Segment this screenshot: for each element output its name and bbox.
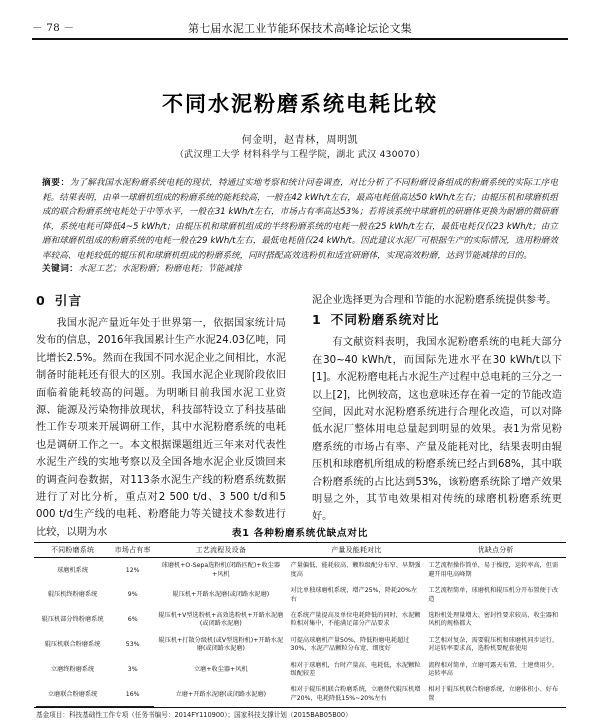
cell-merit: 工艺流程操作简单，易于操控，运转率高，但需避开用电高峰期 <box>428 562 559 578</box>
cell-merit: 工艺相对复杂，需要辊压机和球磨机同步运行，对运转率要求高，选粉机要配套使用 <box>428 636 559 653</box>
table-block <box>34 525 566 708</box>
grinding-systems-table <box>34 542 566 708</box>
intro-paragraph-continued: 泥企业选择更为合理和节能的水泥粉磨系统提供参考。 <box>312 295 557 306</box>
table-row <box>34 658 566 683</box>
keywords-text: 水泥工艺；水泥粉磨；粉磨电耗；节能减排 <box>78 264 242 274</box>
cell-process: 辊压机+开路水泥磨(或闭路水泥磨) <box>172 591 270 599</box>
cell-system: 球磨机系统 <box>57 566 89 574</box>
intro-paragraph: 我国水泥产量近年处于世界第一，依据国家统计局发布的信息，2016年我国累计生产水泥24.03亿吨，同比增长2.5%。然而在我国不同水泥企业之间相比，水泥制备时能耗还有很大的区别。我国水泥企业现阶段依旧面临着能耗较高的问题。为明晰目前我国水泥工业资源、能源及污染物排放现状，科技部特设立了科技基础性工作专项来开展调研工作，其中水泥粉磨系统的电耗也是调研工作之一。本文根据课题组近三年来对代表性水泥生产线的实地考察以及全国各地水泥企业反馈回来的调查问卷数据，对113条水泥生产线的粉磨系统数据进行了对比分析，重点对2 500 t/d、3 500 t/d和5 000 t/d生产线的电耗、粉磨能力等关键技术参数进行比较，以期为水 <box>36 318 287 538</box>
col-header-system: 不同粉磨系统 <box>34 543 111 558</box>
cell-merit: 相对于辊压机联合粉磨系统，立磨体积小、好布置 <box>425 682 566 707</box>
section-heading-compare <box>312 311 562 329</box>
cell-yield: 可提高球磨机产量50%，降低粉磨电耗超过30%，水泥产品颗粒分布宽、细度好 <box>290 636 410 653</box>
compare-paragraph: 有文献资料表明，我国水泥粉磨系统的电耗大部分在30~40 kWh/t，而国际先进水平在30 kWh/t以下[1]。水泥粉磨电耗占水泥生产过程中总电耗的三分之一以上[2]，比例较高，这也意味还存在着一定的节能改造空间，因此对水泥粉磨系统进行合理化改造，可以对降低水泥厂整体用电总量起到明显的效果。表1为常见粉磨系统的市场占有率、产量及能耗对比，结果表明由辊压机和球磨机所组成的粉磨系统已经占到68%，其中联合粉磨系统的占比达到53%，该粉磨系统除了增产效果明显之外，其节电效果相对传统的球磨机粉磨系统更好。 <box>312 337 562 523</box>
col-header-process: 工艺流程及设备 <box>154 543 287 558</box>
abstract-block <box>42 176 558 264</box>
header-rule <box>32 38 568 40</box>
cell-system: 辊压机联合粉磨系统 <box>44 641 101 649</box>
cell-yield: 相对于球磨机，台时产量高、电耗低，水泥颗粒级配较差 <box>290 661 421 678</box>
cell-system: 辊压机终粉磨系统 <box>47 591 98 599</box>
footnote-text: 基金项目：科技基础性工作专项（任务书编号：2014FY110900）；国家科技支撑计划（2015BAB05B00） <box>36 711 352 719</box>
cell-share: 9% <box>127 591 138 599</box>
abstract-text: 为了解我国水泥粉磨系统电耗的现状，特通过实地考察和统计问卷调查，对比分析了不同粉磨设备组成的粉磨系统的实际工序电耗。结果表明，由单一球磨机组成的粉磨系统的能耗较高，一般在42 kWh/t左右，最高电耗值高达50 kWh/t左右；由辊压机和球磨机组成的联合粉磨系统电耗处于中等水平，一般在31 kWh/t左右，市场占有率高达53%；若将该系统中球磨机的研磨体更换为耐磨的微研磨体，系统电耗可降低4~5 kWh/t；由辊压机和球磨机组成的半终粉磨系统的电耗一般在25 kWh/t左右，最低电耗仅仅23 kWh/t；由立磨和球磨机组成的粉磨系统的电耗一般在29 kWh/t左右，最低电耗值仅24 kWh/t。因此建议水泥厂可根据生产的实际情况，选用粉磨效率较高、电耗较低的辊压机和球磨机组成的粉磨系统，同时搭配高效选粉机和适宜研磨体，实现高效粉磨，达到节能减排的目的。 <box>42 178 558 261</box>
cell-yield: 产量偏低、能耗较高、颗粒级配分布窄、早期强度高 <box>290 562 421 578</box>
section-title-intro: 引言 <box>54 293 82 308</box>
cell-yield: 在系统产量提高及单位电耗降低的同时，水泥颗粒相对集中，不能满足部分产品要求 <box>290 612 421 628</box>
col-header-yield: 产量及能耗对比 <box>288 543 426 558</box>
cell-share: 3% <box>127 665 138 673</box>
column-right <box>312 292 562 526</box>
table-row <box>34 558 566 583</box>
col-header-share: 市场占有率 <box>111 543 154 558</box>
cell-process: 辊压机+打散分级机(或V型选粉机)+开路水泥磨(或闭路水泥磨) <box>158 636 284 653</box>
table-header-row <box>34 543 566 558</box>
footnote-rule <box>36 706 154 707</box>
cell-yield: 对比单独球磨机系统，增产25%，降耗20%左右 <box>290 587 418 603</box>
table-body <box>34 558 566 708</box>
section-number-intro: 0 <box>36 293 46 308</box>
table-row <box>34 583 566 608</box>
cell-process: 球磨机+O-Sepa选粉机(闭路匹配)+收尘器+风机 <box>161 562 281 578</box>
section-number-compare: 1 <box>312 312 322 328</box>
table-row <box>34 633 566 658</box>
cell-share: 53% <box>125 641 140 649</box>
table-head <box>34 543 566 558</box>
column-left <box>36 292 286 541</box>
table-row <box>34 682 566 707</box>
page-folio: － 78 － <box>32 22 75 34</box>
abstract-label: 摘要： <box>42 178 70 188</box>
cell-system: 立磨联合粉磨系统 <box>34 682 111 707</box>
cell-share: 12% <box>125 566 140 574</box>
cell-process: 立磨+开路水泥磨(或闭路水泥磨) <box>154 682 287 707</box>
cell-merit: 工艺流程简单，球磨机和辊压机分开布置便于改造 <box>428 587 559 603</box>
cell-system: 立磨终粉磨系统 <box>50 665 95 673</box>
cell-share: 16% <box>111 682 154 707</box>
keywords-label: 关键词： <box>42 264 79 274</box>
cell-yield: 相对于辊压机联合粉磨系统，立磨替代辊压机增产20%，电耗降低15%~20%左右 <box>288 682 426 707</box>
keywords-block <box>42 262 558 276</box>
running-title: 第七届水泥工业节能环保技术高峰论坛论文集 <box>188 22 412 35</box>
cell-merit: 流程相对简单，立磨可露天布置，土建费用少，运转率高 <box>428 661 559 678</box>
table-caption: 表1 各种粉磨系统优缺点对比 <box>231 528 369 539</box>
table-row <box>34 608 566 633</box>
col-header-merit: 优缺点分析 <box>425 543 566 558</box>
cell-process: 立磨+收尘器+风机 <box>194 665 248 673</box>
article-affiliation: （武汉理工大学 材料科学与工程学院，湖北 武汉 430070） <box>174 150 426 160</box>
article-authors: 何金明，赵青林，周明凯 <box>241 135 359 146</box>
cell-merit: 选粉机处理量增大、密封性要求较高，收尘器和风机的规格都大 <box>428 612 559 628</box>
cell-system: 辊压机部分终粉磨系统 <box>41 616 104 624</box>
article-title: 不同水泥粉磨系统电耗比较 <box>162 92 438 116</box>
cell-process: 辊压机+V型选粉机+高效选粉机+开路水泥磨(或闭路水泥磨) <box>158 612 284 628</box>
section-heading-intro <box>36 292 286 310</box>
running-head <box>32 20 568 36</box>
cell-share: 6% <box>127 616 138 624</box>
section-title-compare: 不同粉磨系统对比 <box>330 312 440 328</box>
